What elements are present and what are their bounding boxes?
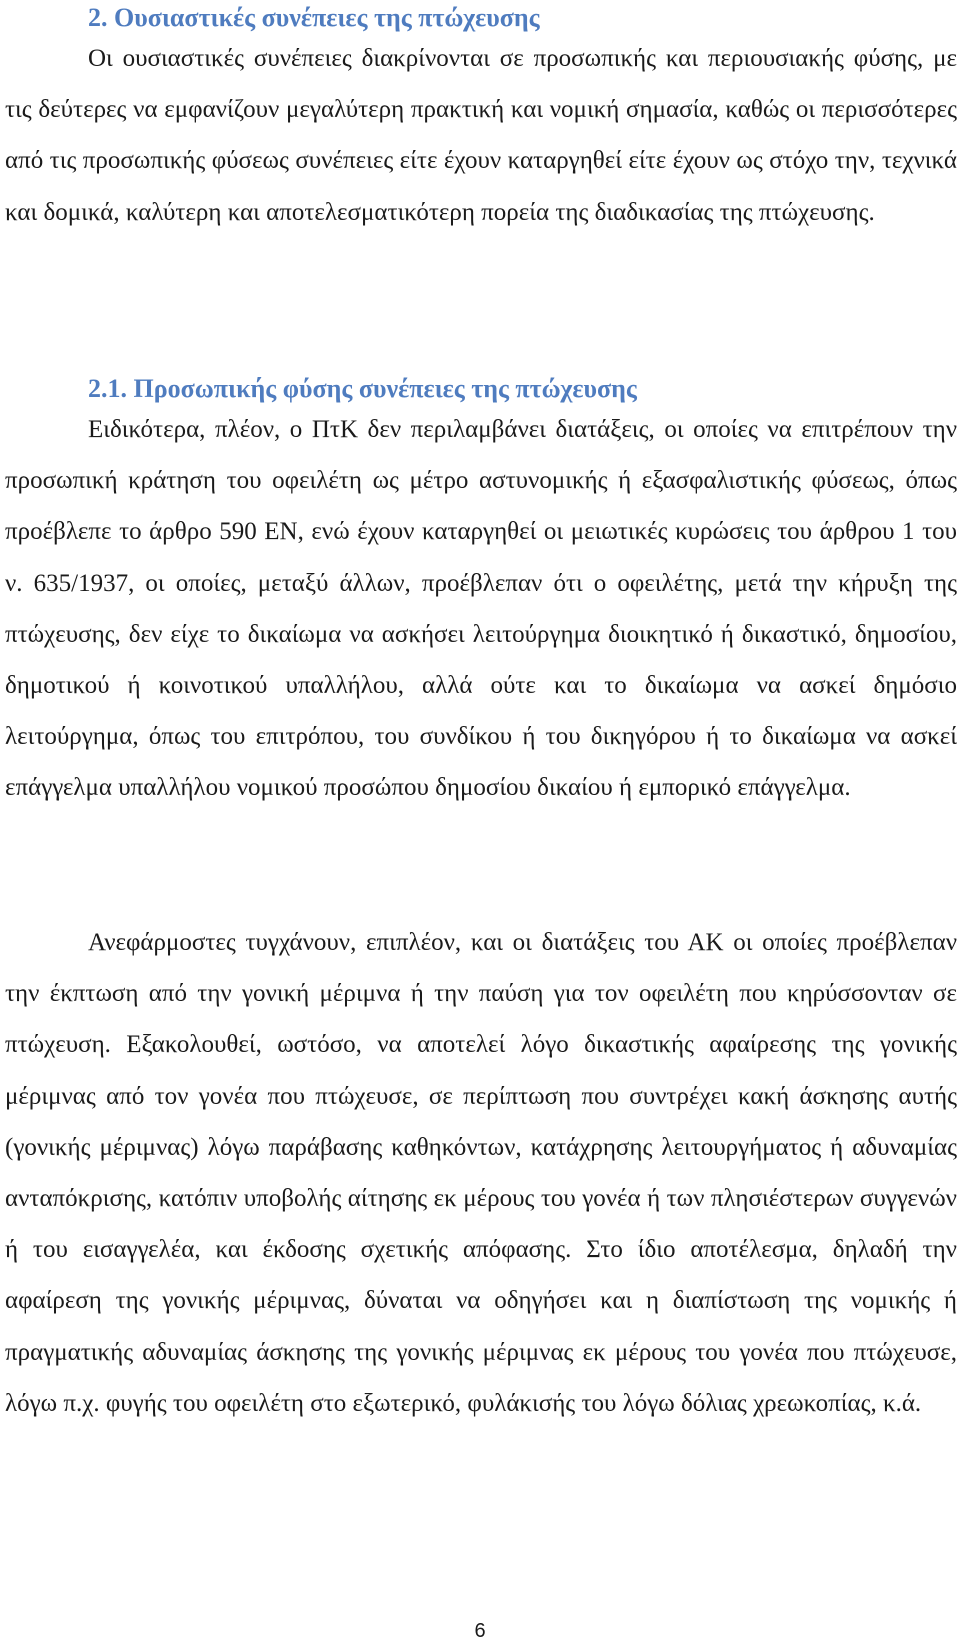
subsection-paragraph-2: Ανεφάρμοστες τυγχάνουν, επιπλέον, και οι διατάξεις του ΑΚ οι οποίες προέβλεπαν την έκπτωση από την γονική μέριμνα ή την παύση για τον οφειλέτη που κηρύσσονταν σε πτώχευση. Εξακολουθεί, ωστόσο, να αποτελεί λόγο δικαστικής αφαίρεσης της γονικής μέριμνας από τον γονέα που πτώχευσε, σε περίπτωση που συντρέχει κακή άσκησης αυτής (γονικής μέριμνας) λόγω παράβασης καθηκόντων, κατάχρησης λειτουργήματος ή αδυναμίας ανταπόκρισης, κατόπιν υποβολής αίτησης εκ μέρους του γονέα ή των πλησιέστερων συγγενών ή του εισαγγελέα, και έκδοσης σχετικής απόφασης. Στο ίδιο αποτέλεσμα, δηλαδή την αφαίρεση της γονικής μέριμνας, δύναται να οδηγήσει και η διαπίστωση της νομικής ή πραγματικής αδυναμίας άσκησης της γονικής μέριμνας εκ μέρους του γονέα που πτώχευσε, λόγω π.χ. φυγής του οφειλέτη στο εξωτερικό, φυλάκισής του λόγω δόλιας χρεωκοπίας, κ.ά. (5, 929, 957, 1417)
subsection-paragraph-1: Ειδικότερα, πλέον, ο ΠτΚ δεν περιλαμβάνει διατάξεις, οι οποίες να επιτρέπουν την προσωπική κράτηση του οφειλέτη ως μέτρο αστυνομικής ή εξασφαλιστικής φύσεως, όπως προέβλεπε το άρθρο 590 ΕΝ, ενώ έχουν καταργηθεί οι μειωτικές κυρώσεις του άρθρου 1 του ν. 635/1937, οι οποίες, μεταξύ άλλων, προέβλεπαν ότι ο οφειλέτης, μετά την κήρυξη της πτώχευσης, δεν είχε το δικαίωμα να ασκήσει λειτούργημα διοικητικό ή δικαστικό, δημοσίου, δημοτικού ή κοινοτικού υπαλλήλου, αλλά ούτε και το δικαίωμα να ασκεί δημόσιο λειτούργημα, όπως του επιτρόπου, του συνδίκου ή του δικηγόρου ή το δικαίωμα να ασκεί επάγγελμα υπαλλήλου νομικού προσώπου δημοσίου δικαίου ή εμπορικό επάγγελμα. (5, 416, 957, 802)
page-number: 6 (474, 1620, 486, 1642)
section-paragraph: Οι ουσιαστικές συνέπειες διακρίνονται σε προσωπικής και περιουσιακής φύσης, με τις δεύτερες να εμφανίζουν μεγαλύτερη πρακτική και νομική σημασία, καθώς οι περισσότερες από τις προσωπικής φύσεως συνέπειες είτε έχουν καταργηθεί είτε έχουν ως στόχο την, τεχνικά και δομικά, καλύτερη και αποτελεσματικότερη πορεία της διαδικασίας της πτώχευσης. (5, 45, 957, 226)
section-heading: 2. Ουσιαστικές συνέπειες της πτώχευσης (88, 3, 540, 32)
subsection-heading: 2.1. Προσωπικής φύσης συνέπειες της πτώχευσης (88, 374, 637, 403)
